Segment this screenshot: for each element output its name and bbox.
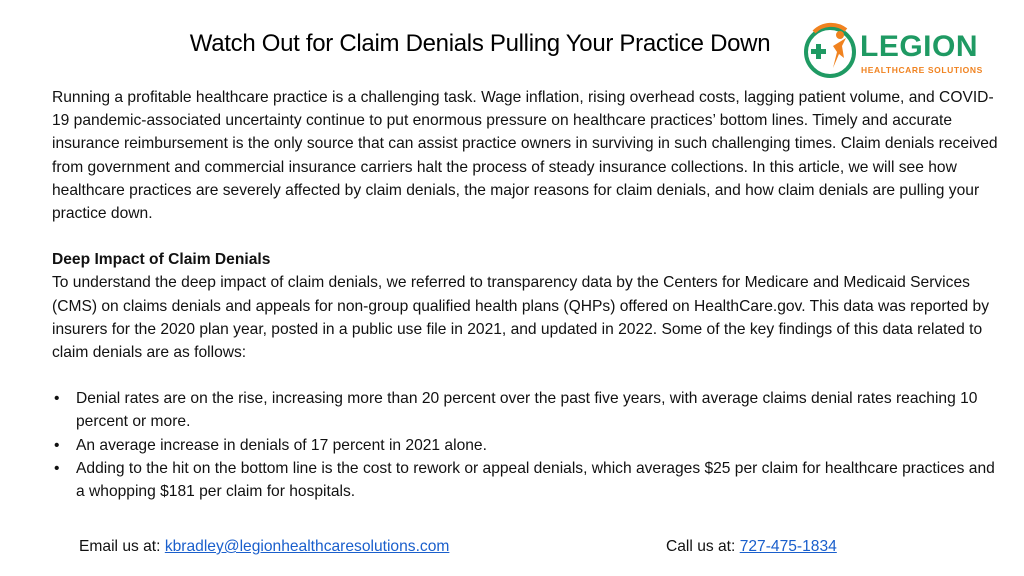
list-item-text: Denial rates are on the rise, increasing more than 20 percent over the past five years, with average claims denial rates reaching 10 percent or more. (76, 390, 978, 431)
logo-wordmark: LEGION (860, 30, 979, 63)
findings-list (52, 387, 1002, 503)
email-link[interactable]: kbradley@legionhealthcaresolutions.com (164, 538, 450, 555)
list-item (52, 434, 1002, 457)
phone-contact (666, 538, 837, 556)
list-item (52, 457, 1002, 503)
bullet-icon: • (54, 436, 60, 454)
bullet-icon: • (54, 459, 60, 477)
bullet-icon: • (54, 390, 60, 408)
article-body (52, 86, 1002, 503)
section-heading: Deep Impact of Claim Denials (52, 251, 271, 269)
list-item-text: Adding to the hit on the bottom line is the cost to rework or appeal denials, which averages $25 per claim for healthcare practices and a whopping $181 per claim for hospitals. (76, 459, 995, 501)
page-title: Watch Out for Claim Denials Pulling Your Practice Down (189, 30, 771, 57)
intro-paragraph: Running a profitable healthcare practice is a challenging task. Wage inflation, rising overhead costs, lagging patient volume, and COVID-19 pandemic-associated uncertainty continue to put enormous pressure on healthcare practices’ bottom lines. Timely and accurate insurance reimbursement is the only source that can assist practice owners in surviving in such challenging times. Claim denials received from government and commercial insurance carriers halt the process of steady insurance collections. In this article, we will see how healthcare practices are severely affected by claim denials, the major reasons for claim denials, and how claim denials are pulling your practice down. (52, 89, 998, 223)
phone-link[interactable]: 727-475-1834 (739, 538, 837, 555)
list-item-text: An average increase in denials of 17 percent in 2021 alone. (76, 436, 487, 454)
logo-tagline: HEALTHCARE SOLUTIONS (861, 65, 983, 75)
list-item (52, 387, 1002, 433)
email-label: Email us at: (79, 538, 161, 555)
legion-logo (800, 18, 990, 88)
phone-label: Call us at: (666, 538, 736, 555)
email-contact (79, 538, 449, 556)
legion-logo-icon (800, 18, 860, 88)
section-paragraph: To understand the deep impact of claim denials, we referred to transparency data by the Centers for Medicare and Medicaid Services (CMS) on claims denials and appeals for non-group qualified health plans (QHPs) offered on HealthCare.gov. This data was reported by insurers for the 2020 plan year, posted in a public use file in 2021, and updated in 2022. Some of the key findings of this data related to claim denials are as follows: (52, 274, 990, 362)
